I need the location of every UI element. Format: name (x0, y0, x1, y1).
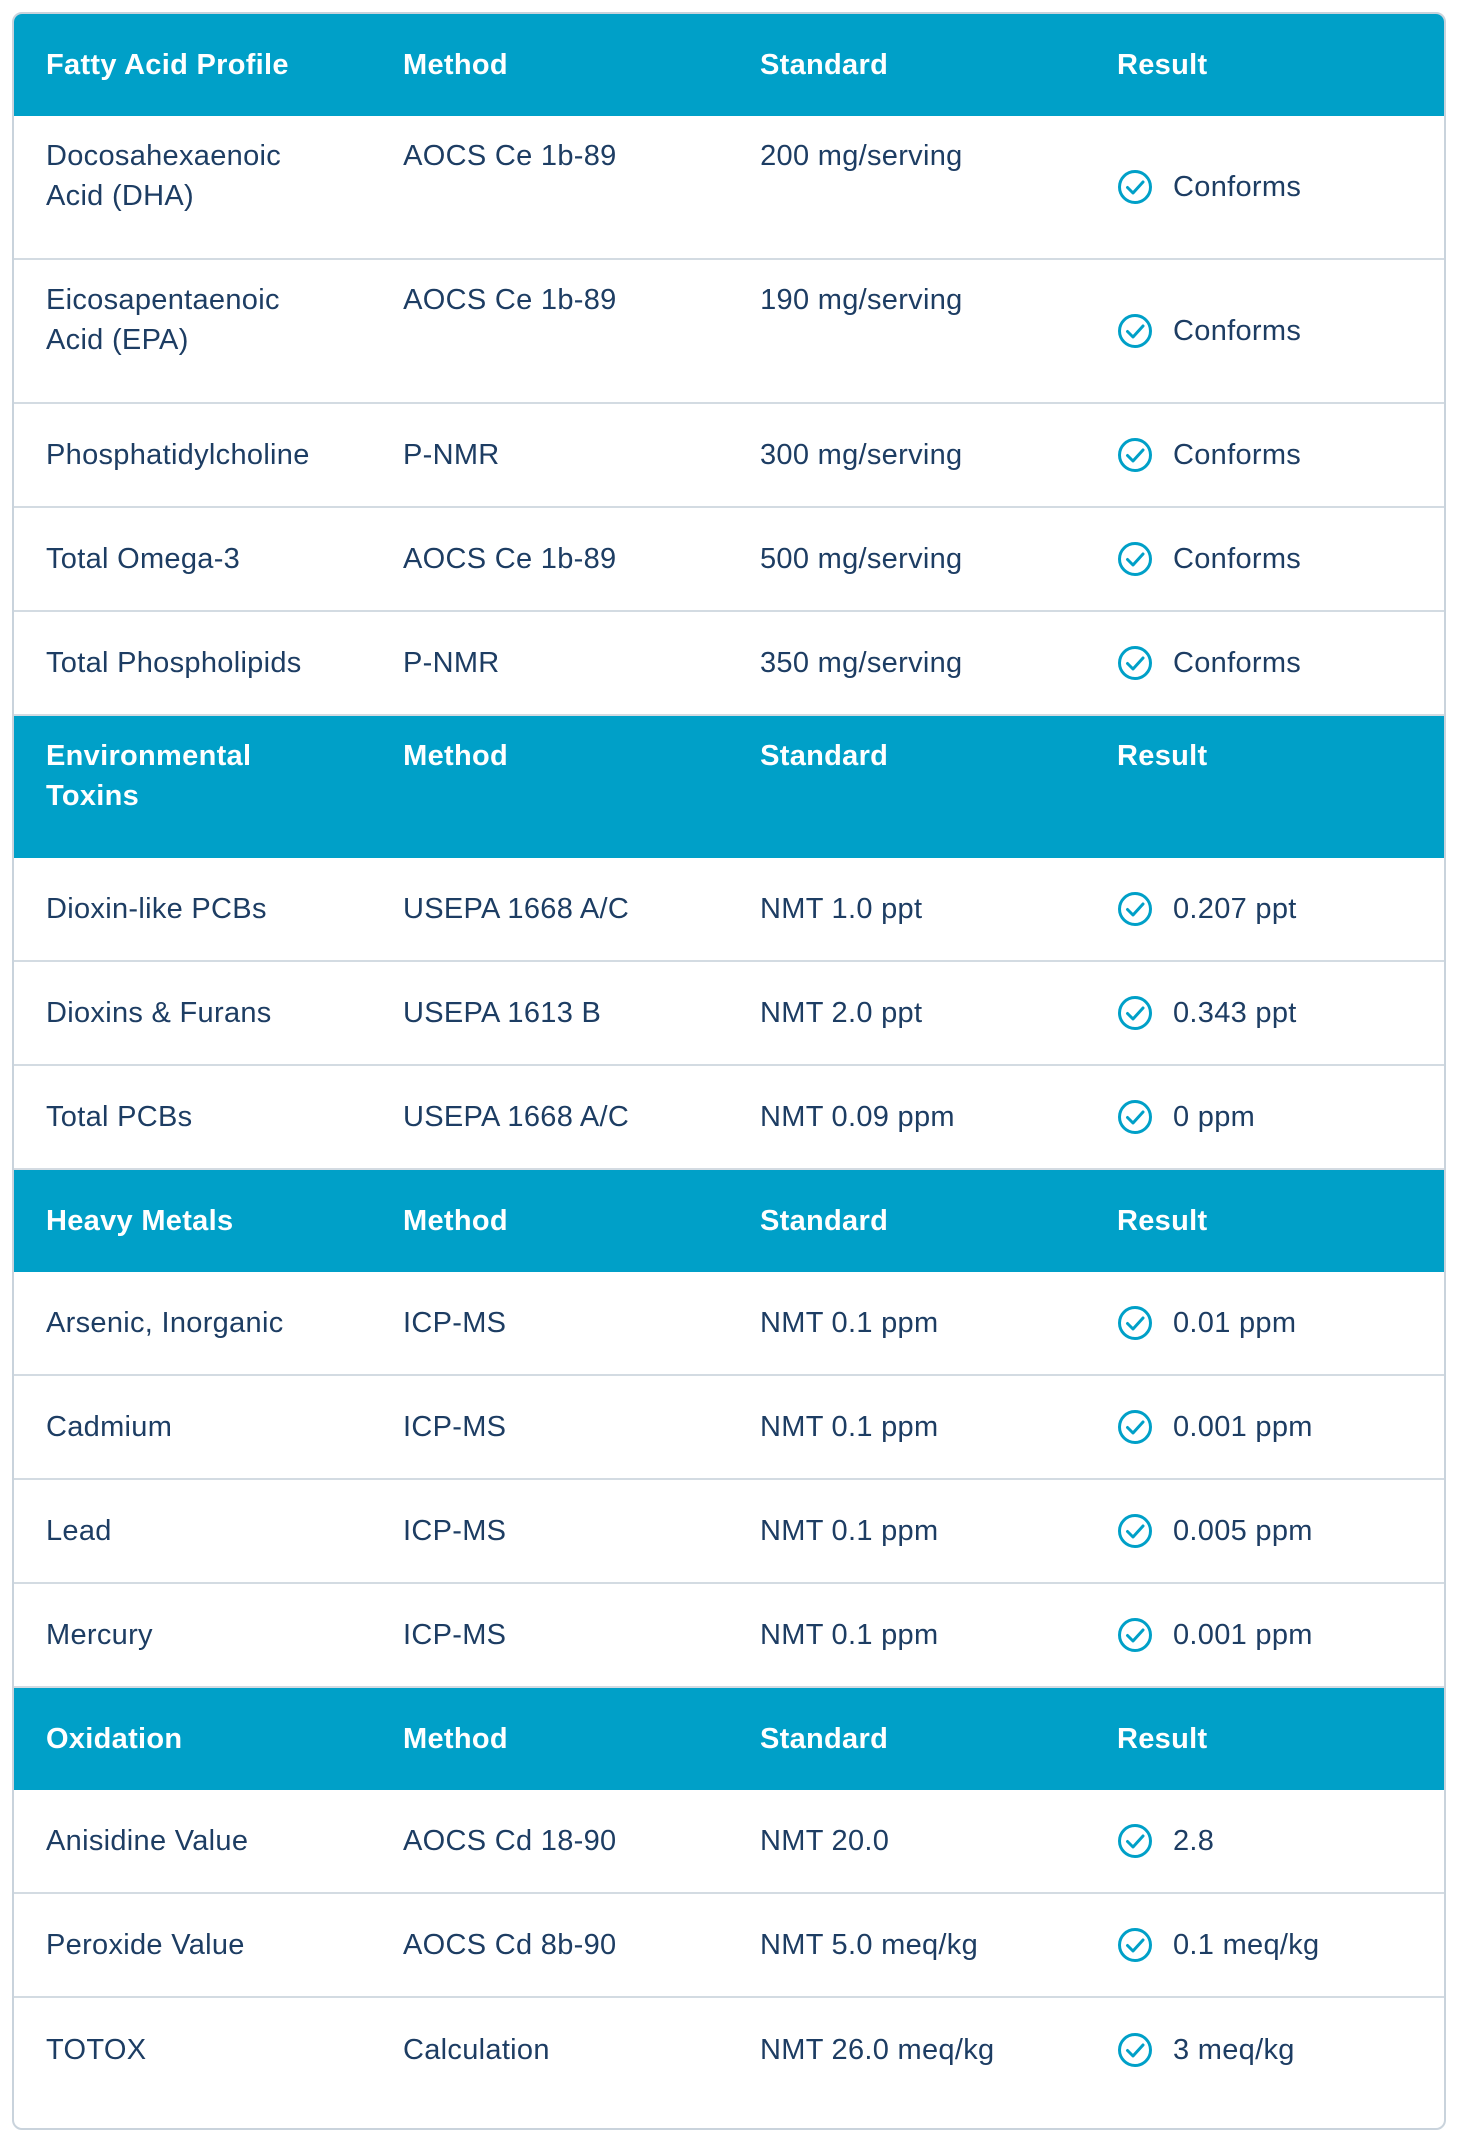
table-row (14, 1272, 1444, 1376)
check-circle-icon (1117, 437, 1153, 473)
method-cell: P-NMR (403, 439, 500, 471)
column-header-method: Method (403, 49, 508, 81)
result-cell (1085, 311, 1444, 351)
standard-cell: 500 mg/serving (760, 543, 963, 575)
section-header (14, 1688, 1444, 1790)
section-title: Oxidation (46, 1723, 183, 1755)
table-row (14, 962, 1444, 1066)
method-cell: Calculation (403, 2034, 550, 2066)
method-cell: ICP-MS (403, 1515, 507, 1547)
column-header-standard: Standard (760, 1205, 889, 1237)
analyte-cell: Cadmium (46, 1411, 173, 1443)
table-row (14, 1480, 1444, 1584)
analyte-cell: Total PCBs (46, 1101, 193, 1133)
column-header-standard: Standard (760, 740, 889, 772)
result-cell (1085, 993, 1444, 1033)
analyte-cell: Eicosapentaenoic Acid (EPA) (46, 284, 280, 356)
table-row (14, 508, 1444, 612)
result-value: 0.01 ppm (1173, 1307, 1297, 1339)
section-title: Environmental Toxins (46, 740, 252, 812)
standard-cell: 300 mg/serving (760, 439, 963, 471)
result-value: 0.001 ppm (1173, 1411, 1313, 1443)
method-cell: ICP-MS (403, 1307, 507, 1339)
analyte-cell: Anisidine Value (46, 1825, 249, 1857)
result-cell (1085, 539, 1444, 579)
check-circle-icon (1117, 1927, 1153, 1963)
check-circle-icon (1117, 1513, 1153, 1549)
table-row (14, 858, 1444, 962)
analyte-cell: Peroxide Value (46, 1929, 245, 1961)
result-cell (1085, 1407, 1444, 1447)
result-cell (1085, 435, 1444, 475)
standard-cell: NMT 2.0 ppt (760, 997, 923, 1029)
table-row (14, 1998, 1444, 2102)
standard-cell: 190 mg/serving (760, 284, 963, 316)
check-circle-icon (1117, 1823, 1153, 1859)
method-cell: USEPA 1668 A/C (403, 1101, 630, 1133)
check-circle-icon (1117, 1305, 1153, 1341)
result-value: 0.001 ppm (1173, 1619, 1313, 1651)
standard-cell: NMT 5.0 meq/kg (760, 1929, 979, 1961)
analyte-cell: TOTOX (46, 2034, 147, 2066)
certificate-of-analysis-table (12, 12, 1446, 2130)
column-header-result: Result (1117, 49, 1208, 81)
standard-cell: NMT 20.0 (760, 1825, 890, 1857)
standard-cell: 350 mg/serving (760, 647, 963, 679)
result-value: 3 meq/kg (1173, 2034, 1295, 2066)
column-header-standard: Standard (760, 1723, 889, 1755)
method-cell: USEPA 1613 B (403, 997, 602, 1029)
check-circle-icon (1117, 313, 1153, 349)
result-cell (1085, 889, 1444, 929)
column-header-result: Result (1117, 1723, 1208, 1755)
standard-cell: 200 mg/serving (760, 140, 963, 172)
result-value: 0.1 meq/kg (1173, 1929, 1320, 1961)
method-cell: ICP-MS (403, 1411, 507, 1443)
standard-cell: NMT 0.1 ppm (760, 1411, 939, 1443)
analyte-cell: Lead (46, 1515, 112, 1547)
check-circle-icon (1117, 2032, 1153, 2068)
column-header-standard: Standard (760, 49, 889, 81)
standard-cell: NMT 0.1 ppm (760, 1619, 939, 1651)
standard-cell: NMT 0.1 ppm (760, 1307, 939, 1339)
analyte-cell: Dioxins & Furans (46, 997, 272, 1029)
check-circle-icon (1117, 1099, 1153, 1135)
table-row (14, 612, 1444, 716)
section-title: Fatty Acid Profile (46, 49, 289, 81)
analyte-cell: Total Omega-3 (46, 543, 241, 575)
result-value: Conforms (1173, 315, 1302, 347)
table-row (14, 1066, 1444, 1170)
section-title: Heavy Metals (46, 1205, 234, 1237)
table-row (14, 404, 1444, 508)
method-cell: P-NMR (403, 647, 500, 679)
result-value: Conforms (1173, 171, 1302, 203)
standard-cell: NMT 1.0 ppt (760, 893, 923, 925)
column-header-result: Result (1117, 1205, 1208, 1237)
column-header-result: Result (1117, 740, 1208, 772)
table-row (14, 1376, 1444, 1480)
column-header-method: Method (403, 1723, 508, 1755)
analyte-cell: Total Phospholipids (46, 647, 302, 679)
result-cell (1085, 2030, 1444, 2070)
method-cell: AOCS Ce 1b-89 (403, 140, 617, 172)
result-value: 0.343 ppt (1173, 997, 1297, 1029)
column-header-method: Method (403, 740, 509, 772)
result-value: 0.207 ppt (1173, 893, 1297, 925)
table-row (14, 116, 1444, 260)
check-circle-icon (1117, 1617, 1153, 1653)
result-cell (1085, 1925, 1444, 1965)
analyte-cell: Docosahexaenoic Acid (DHA) (46, 140, 282, 212)
result-cell (1085, 1097, 1444, 1137)
analyte-cell: Mercury (46, 1619, 153, 1651)
section-header (14, 14, 1444, 116)
check-circle-icon (1117, 995, 1153, 1031)
method-cell: AOCS Cd 8b-90 (403, 1929, 617, 1961)
result-value: 0 ppm (1173, 1101, 1256, 1133)
method-cell: AOCS Cd 18-90 (403, 1825, 617, 1857)
table-row (14, 1894, 1444, 1998)
standard-cell: NMT 26.0 meq/kg (760, 2034, 995, 2066)
check-circle-icon (1117, 645, 1153, 681)
table-row (14, 260, 1444, 404)
result-cell (1085, 1821, 1444, 1861)
result-value: Conforms (1173, 543, 1302, 575)
check-circle-icon (1117, 541, 1153, 577)
column-header-method: Method (403, 1205, 508, 1237)
section-header (14, 716, 1444, 858)
check-circle-icon (1117, 169, 1153, 205)
standard-cell: NMT 0.1 ppm (760, 1515, 939, 1547)
table-row (14, 1584, 1444, 1688)
method-cell: AOCS Ce 1b-89 (403, 284, 617, 316)
analyte-cell: Phosphatidylcholine (46, 439, 310, 471)
method-cell: USEPA 1668 A/C (403, 893, 630, 925)
result-cell (1085, 643, 1444, 683)
result-value: Conforms (1173, 439, 1302, 471)
analyte-cell: Arsenic, Inorganic (46, 1307, 284, 1339)
result-value: 2.8 (1173, 1825, 1215, 1857)
analyte-cell: Dioxin-like PCBs (46, 893, 267, 925)
result-value: Conforms (1173, 647, 1302, 679)
method-cell: AOCS Ce 1b-89 (403, 543, 617, 575)
section-header (14, 1170, 1444, 1272)
result-cell (1085, 1511, 1444, 1551)
standard-cell: NMT 0.09 ppm (760, 1101, 955, 1133)
result-value: 0.005 ppm (1173, 1515, 1313, 1547)
result-cell (1085, 167, 1444, 207)
result-cell (1085, 1615, 1444, 1655)
check-circle-icon (1117, 1409, 1153, 1445)
method-cell: ICP-MS (403, 1619, 507, 1651)
result-cell (1085, 1303, 1444, 1343)
table-row (14, 1790, 1444, 1894)
check-circle-icon (1117, 891, 1153, 927)
